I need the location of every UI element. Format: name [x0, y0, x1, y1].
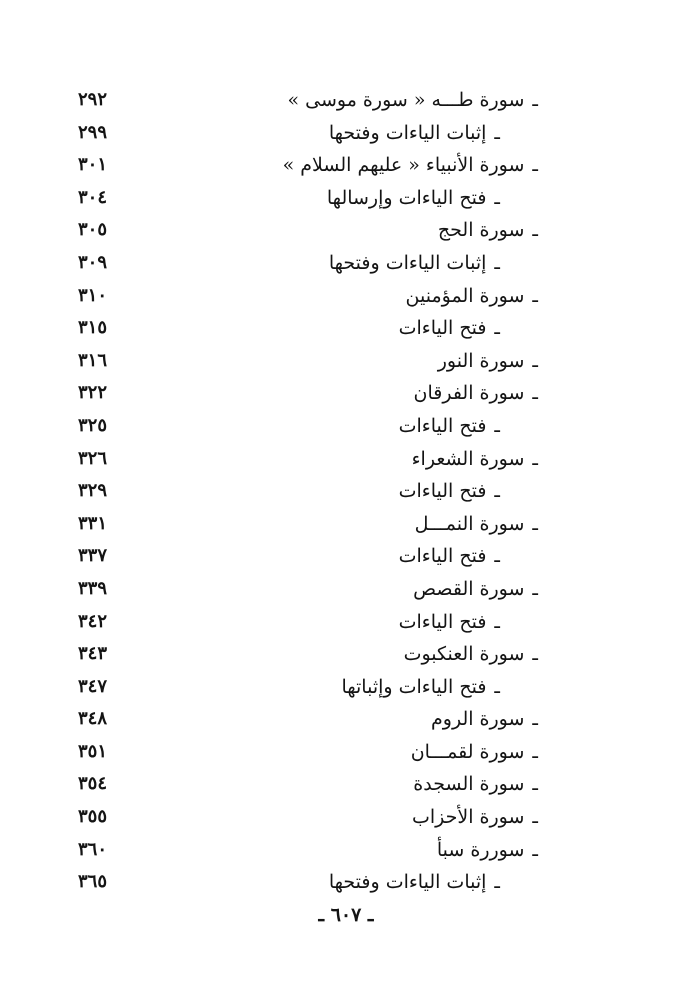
toc-entry: [78, 834, 538, 867]
toc-entry-page-number: ٣٢٢: [78, 382, 108, 404]
toc-entry-title: [283, 149, 538, 182]
toc-entry-page-number: ٣٣٧: [78, 545, 108, 567]
toc-entry-dash: ـ: [532, 577, 538, 600]
toc-entry-title: [327, 182, 500, 215]
toc-entry-title-text: فتح الياءات وإثباتها: [341, 675, 487, 698]
toc-entry: [78, 247, 538, 280]
toc-entry-title: [414, 377, 538, 410]
toc-entry-page-number: ٣١٦: [78, 349, 108, 371]
toc-entry: [78, 377, 538, 410]
toc-entry-dash: ـ: [532, 219, 538, 242]
toc-entry-title: [438, 214, 538, 247]
toc-entry-dash: ـ: [532, 773, 538, 796]
toc-entry-page-number: ٣٦٠: [78, 838, 108, 860]
toc-entry-title-text: إثبات الياءات وفتحها: [328, 871, 487, 894]
toc-entry-title: [415, 508, 538, 541]
toc-entry-page-number: ٣٠١: [78, 154, 108, 176]
toc-entry-page-number: ٣١٠: [78, 284, 108, 306]
toc-entry: [78, 117, 538, 150]
toc-entry-title-text: سورة العنكبوت: [403, 643, 525, 666]
toc-entry: [78, 703, 538, 736]
toc-entry: [78, 606, 538, 639]
toc-entry-dash: ـ: [532, 643, 538, 666]
toc-entry-title: [438, 345, 538, 378]
toc-entry: [78, 573, 538, 606]
toc-entry-page-number: ٣٤٧: [78, 675, 108, 697]
toc-entry-dash: ـ: [494, 414, 500, 437]
toc-entry-title: [399, 410, 500, 443]
toc-entry-dash: ـ: [494, 317, 500, 340]
toc-entry: [78, 768, 538, 801]
table-of-contents: [78, 84, 538, 899]
toc-entry-title: [329, 247, 500, 280]
toc-entry: [78, 84, 538, 117]
toc-entry-dash: ـ: [494, 675, 500, 698]
toc-entry: [78, 540, 538, 573]
toc-entry-dash: ـ: [494, 186, 500, 209]
toc-entry-page-number: ٣٤٢: [78, 610, 108, 632]
toc-entry-title-text: فتح الياءات: [398, 414, 487, 437]
toc-entry-title: [437, 834, 538, 867]
toc-entry-page-number: ٣٣١: [78, 512, 108, 534]
toc-entry-title: [412, 801, 538, 834]
toc-entry-page-number: ٣٤٣: [78, 643, 108, 665]
toc-entry-dash: ـ: [532, 447, 538, 470]
toc-entry-title-text: سورة المؤمنين: [405, 284, 525, 307]
toc-entry-title-text: فتح الياءات: [398, 610, 487, 633]
toc-entry-title-text: سورة الشعراء: [411, 447, 525, 470]
toc-entry: [78, 866, 538, 899]
toc-entry-title-text: سورة الأنبياء « عليهم السلام »: [282, 154, 525, 177]
toc-entry-title: [406, 280, 538, 313]
toc-entry-title-text: فتح الياءات: [398, 317, 487, 340]
toc-entry-title-text: سورة لقمـــان: [410, 740, 525, 763]
toc-entry-page-number: ٣٦٥: [78, 871, 108, 893]
toc-entry-title-text: إثبات الياءات وفتحها: [328, 121, 487, 144]
toc-entry: [78, 214, 538, 247]
toc-entry-page-number: ٣٥٤: [78, 773, 108, 795]
toc-entry: [78, 345, 538, 378]
toc-entry-page-number: ٣٢٦: [78, 447, 108, 469]
toc-entry-title-text: إثبات الياءات وفتحها: [328, 251, 487, 274]
toc-entry-title: [413, 573, 538, 606]
toc-entry-title-text: سورة الروم: [431, 708, 525, 731]
toc-entry-dash: ـ: [532, 349, 538, 372]
toc-entry-title: [399, 475, 500, 508]
toc-entry-page-number: ٣٠٥: [78, 219, 108, 241]
toc-entry-title-text: سورة النور: [437, 349, 525, 372]
toc-entry-title-text: فتح الياءات وإرسالها: [326, 186, 487, 209]
toc-entry-page-number: ٣١٥: [78, 317, 108, 339]
toc-entry-dash: ـ: [494, 610, 500, 633]
toc-entry: [78, 182, 538, 215]
toc-entry-title: [329, 866, 500, 899]
toc-entry-title-text: فتح الياءات: [398, 545, 487, 568]
toc-entry-page-number: ٣٥٥: [78, 806, 108, 828]
toc-entry-dash: ـ: [494, 545, 500, 568]
toc-entry-title-text: سورة القصص: [413, 577, 525, 600]
toc-entry-title: [404, 638, 538, 671]
toc-entry-dash: ـ: [532, 806, 538, 829]
toc-entry-dash: ـ: [532, 512, 538, 535]
toc-entry-page-number: ٣٢٩: [78, 480, 108, 502]
toc-entry-title: [412, 443, 538, 476]
toc-entry-title: [287, 84, 538, 117]
toc-entry-dash: ـ: [494, 121, 500, 144]
toc-entry-title-text: سورة السجدة: [413, 773, 525, 796]
toc-entry: [78, 736, 538, 769]
toc-entry-page-number: ٢٩٩: [78, 121, 108, 143]
toc-entry: [78, 475, 538, 508]
toc-entry-dash: ـ: [494, 871, 500, 894]
toc-entry-title-text: سورة الأحزاب: [412, 806, 525, 829]
toc-entry-title: [399, 312, 500, 345]
toc-entry-page-number: ٢٩٢: [78, 89, 108, 110]
toc-entry-title: [329, 117, 500, 150]
toc-entry-page-number: ٣٣٩: [78, 577, 108, 599]
toc-entry-dash: ـ: [532, 382, 538, 405]
toc-entry-dash: ـ: [494, 480, 500, 503]
toc-entry: [78, 801, 538, 834]
toc-entry: [78, 149, 538, 182]
toc-entry-page-number: ٣٤٨: [78, 708, 108, 730]
toc-entry: [78, 312, 538, 345]
toc-entry-title: [399, 606, 500, 639]
toc-entry: [78, 671, 538, 704]
toc-entry: [78, 638, 538, 671]
toc-entry: [78, 443, 538, 476]
toc-entry-title-text: سورة الحج: [437, 219, 525, 242]
toc-entry-title-text: سورة النمـــل: [414, 512, 525, 535]
toc-entry-title: [399, 540, 500, 573]
toc-entry-title-text: سوررة سبأ: [436, 838, 525, 861]
toc-entry-dash: ـ: [532, 740, 538, 763]
toc-entry-title: [341, 671, 500, 704]
toc-entry-dash: ـ: [532, 838, 538, 861]
toc-entry-title-text: سورة الفرقان: [413, 382, 525, 405]
toc-entry: [78, 280, 538, 313]
toc-entry-dash: ـ: [494, 251, 500, 274]
toc-entry: [78, 508, 538, 541]
toc-entry-page-number: ٣٥١: [78, 740, 108, 762]
toc-entry-dash: ـ: [532, 89, 538, 111]
toc-entry-page-number: ٣٢٥: [78, 414, 108, 436]
toc-entry-dash: ـ: [532, 154, 538, 177]
toc-entry-dash: ـ: [532, 284, 538, 307]
toc-entry-page-number: ٣٠٩: [78, 251, 108, 273]
toc-entry-title: [411, 736, 538, 769]
toc-entry-title: [431, 703, 538, 736]
page-number-footer: ـ ٦٠٧ ـ: [318, 904, 374, 926]
toc-entry-title-text: سورة طـــه « سورة موسى »: [287, 89, 525, 111]
toc-entry-title-text: فتح الياءات: [398, 480, 487, 503]
toc-entry-page-number: ٣٠٤: [78, 186, 108, 208]
toc-entry-dash: ـ: [532, 708, 538, 731]
toc-entry-title: [413, 768, 538, 801]
toc-entry: [78, 410, 538, 443]
